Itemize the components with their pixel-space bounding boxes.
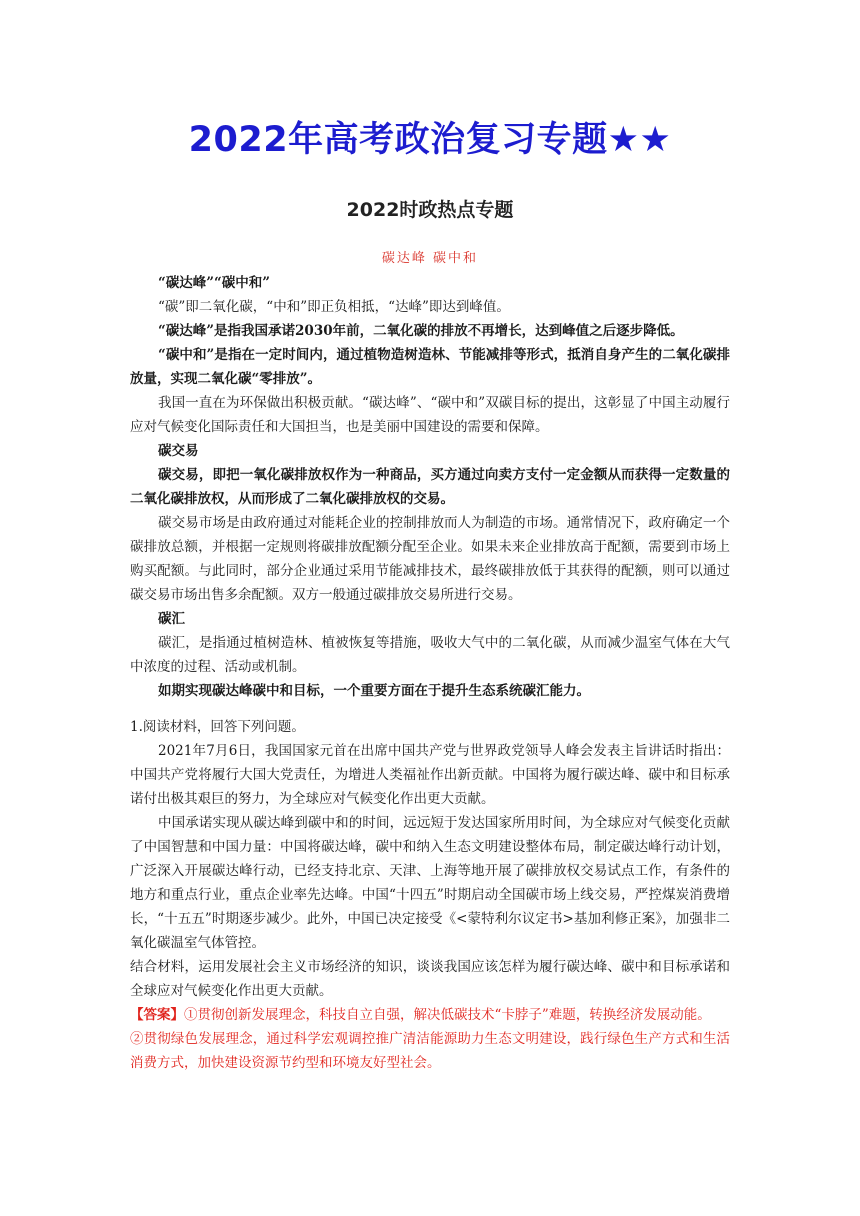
paragraph: 我国一直在为环保做出积极贡献。“碳达峰”、“碳中和”双碳目标的提出，这彰显了中国主动履行应对气候变化国际责任和大国担当，也是美丽中国建设的需要和保障。 bbox=[130, 395, 730, 435]
carbon-neutral-definition: “碳中和”是指在一定时间内，通过植物造树造林、节能减排等形式，抵消自身产生的二氧化碳排放量，实现二氧化碳“零排放”。 bbox=[130, 347, 730, 387]
carbon-trading-definition: 碳交易，即把一氧化碳排放权作为一种商品，买方通过向卖方支付一定金额从而获得一定数量的二氧化碳排放权，从而形成了二氧化碳排放权的交易。 bbox=[130, 467, 730, 507]
question-section bbox=[130, 715, 730, 1075]
document-title: 2022年高考政治复习专题★★ bbox=[188, 120, 672, 160]
intro-section bbox=[130, 271, 730, 703]
answer-point bbox=[130, 1003, 730, 1027]
material-paragraph: 2021年7月6日，我国国家元首在出席中国共产党与世界政党领导人峰会发表主旨讲话时指出：中国共产党将履行大国大党责任，为增进人类福祉作出新贡献。中国将为履行碳达峰、碳中和目标承诺付出极其艰巨的努力，为全球应对气候变化作出更大贡献。 bbox=[130, 743, 730, 807]
key-point: 如期实现碳达峰碳中和目标，一个重要方面在于提升生态系统碳汇能力。 bbox=[158, 683, 590, 699]
material-paragraph: 中国承诺实现从碳达峰到碳中和的时间，远远短于发达国家所用时间，为全球应对气候变化贡献了中国智慧和中国力量：中国将碳达峰，碳中和纳入生态文明建设整体布局，制定碳达峰行动计划，广泛深入开展碳达峰行动，已经支持北京、天津、上海等地开展了碳排放权交易试点工作，有条件的地方和重点行业，重点企业率先达峰。中国“十四五”时期启动全国碳市场上线交易，严控煤炭消费增长，“十五五”时期逐步减少。此外，中国已决定接受《<蒙特利尔议定书>基加利修正案》，加强非二氧化碳温室气体管控。 bbox=[130, 815, 730, 951]
carbon-sink-heading: 碳汇 bbox=[158, 611, 185, 627]
answer-tag: 【答案】 bbox=[130, 1007, 184, 1023]
section-title: 碳达峰 碳中和 bbox=[381, 251, 479, 266]
answer-text: ①贯彻创新发展理念，科技自立自强，解决低碳技术“卡脖子”难题，转换经济发展动能。 bbox=[184, 1007, 711, 1023]
carbon-peak-definition: “碳达峰”是指我国承诺2030年前，二氧化碳的排放不再增长，达到峰值之后逐步降低。 bbox=[158, 323, 684, 339]
term-definition: “碳”即二氧化碳，“中和”即正负相抵，“达峰”即达到峰值。 bbox=[158, 299, 510, 315]
document-subtitle: 2022时政热点专题 bbox=[346, 199, 514, 221]
term-heading: “碳达峰”“碳中和” bbox=[158, 275, 271, 291]
answer-point: ②贯彻绿色发展理念，通过科学宏观调控推广清洁能源助力生态文明建设，践行绿色生产方式和生活消费方式，加快建设资源节约型和环境友好型社会。 bbox=[130, 1031, 730, 1071]
question-heading: 1.阅读材料，回答下列问题。 bbox=[130, 719, 305, 735]
carbon-trading-heading: 碳交易 bbox=[158, 443, 199, 459]
paragraph: 碳交易市场是由政府通过对能耗企业的控制排放而人为制造的市场。通常情况下，政府确定一个碳排放总额，并根据一定规则将碳排放配额分配至企业。如果未来企业排放高于配额，需要到市场上购买配额。与此同时，部分企业通过采用节能减排技术，最终碳排放低于其获得的配额，则可以通过碳交易市场出售多余配额。双方一般通过碳排放交易所进行交易。 bbox=[130, 515, 730, 603]
question-prompt: 结合材料，运用发展社会主义市场经济的知识，谈谈我国应该怎样为履行碳达峰、碳中和目标承诺和全球应对气候变化作出更大贡献。 bbox=[130, 959, 730, 999]
carbon-sink-definition: 碳汇，是指通过植树造林、植被恢复等措施，吸收大气中的二氧化碳，从而减少温室气体在大气中浓度的过程、活动或机制。 bbox=[130, 635, 730, 675]
